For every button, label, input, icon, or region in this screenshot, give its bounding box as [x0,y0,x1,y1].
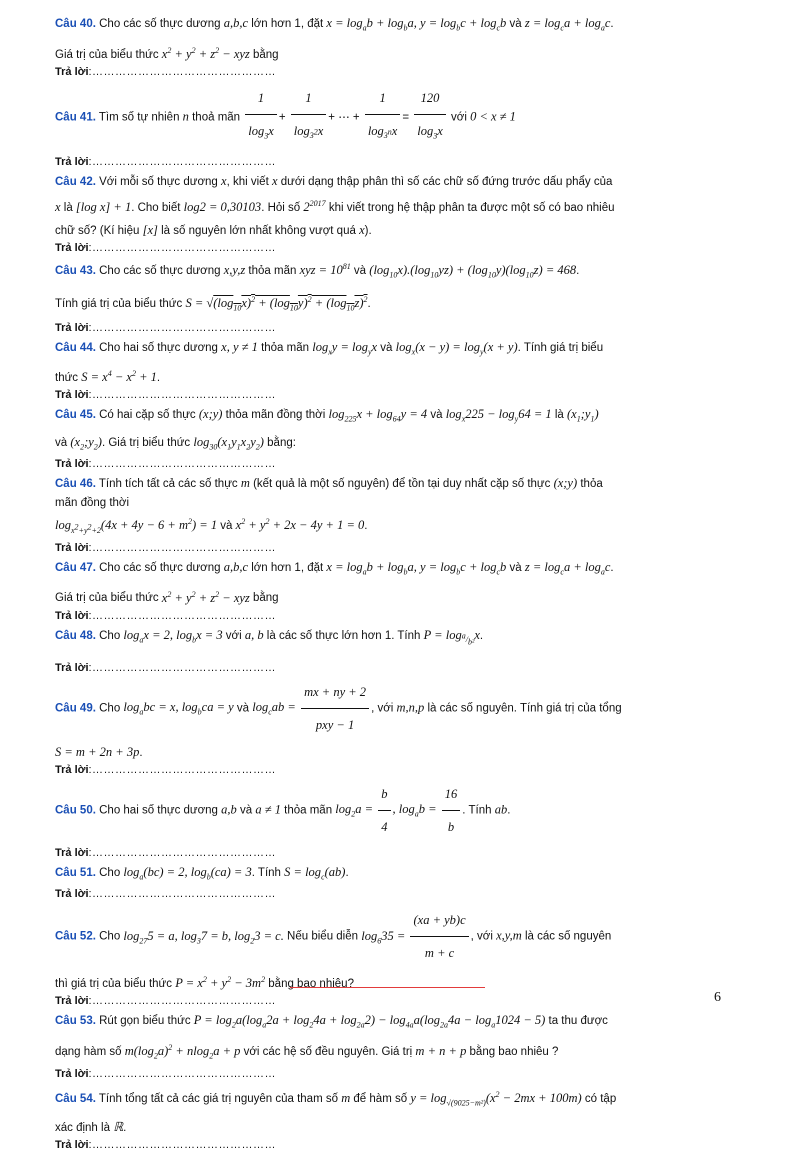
question-44: Câu 44. Cho hai số thực dương x, y ≠ 1 thỏa mãn $\log_xy = \log_yx$ và $\log_x(x - y) = \log_y(x + y)$. Tính giá trị biểu [55,339,604,357]
question-41: Câu 41. Tìm số tự nhiên n thoả mãn $\frac{1}{\log_3x}$ + $\frac{1}{\log_{3^2}x}$ + ⋯ + $\frac{1}{\log_{3^n}x}$ = $\frac{120}{\log_3x}$ với 0 < x ≠ 1 [55,82,725,153]
question-46: Câu 46. Tính tích tất cả các số thực m (kết quả là một số nguyên) để tồn tại duy nhất cặp số thực (x;y) thỏa [55,476,603,491]
answer-line: Trả lời:………………………………………… [55,661,277,674]
question-number: Câu 40. [55,18,96,30]
page-number: 6 [714,990,721,1005]
answer-line: Trả lời:………………………………………… [55,242,277,255]
question-50: Câu 50. Cho hai số thực dương a,b và a ≠ 1 thỏa mãn $\log_2a$ = $\frac{b}{4}$ , $\log_ab$ = $\frac{16}{b}$ . Tính ab. [55,778,725,843]
question-42: Câu 42. Với mỗi số thực dương x, khi viết x dưới dạng thập phân thì số các chữ số đứng trước dấu phẩy của [55,174,613,189]
question-43: Câu 43. Cho các số thực dương x,y,z thỏa mãn xyz = $10^{81}$ và $(\log_{10}x).(\log_{10}yz) + (\log_{10}y)(\log_{10}z) = 468$. [55,262,580,280]
question-48: Câu 48. Cho $\log_ax = 2$, $\log_bx = 3$ với a, b là các số thực lớn hơn 1. Tính $P = \log_{^a/_{b^2}}x$. [55,627,484,647]
question-51: Câu 51. Cho $\log_a(bc) = 2$, $\log_b(ca) = 3$. Tính $S = \log_c(ab)$. [55,864,349,882]
answer-line: Trả lời:………………………………………… [55,156,277,169]
answer-line: Trả lời:………………………………………… [55,541,277,554]
question-54: Câu 54. Tính tổng tất cả các giá trị nguyên của tham số m để hàm số $y = \log_{√(9025-m^2)}(x^2 - 2mx + 100m)$ có tập [55,1089,617,1108]
answer-line: Trả lời:………………………………………… [55,846,277,859]
answer-line: Trả lời:………………………………………… [55,609,277,622]
answer-line: Trả lời:………………………………………… [55,763,277,776]
exercise-page: Câu 40. Cho các số thực dương a,b,c lớn hơn 1, đặt $x = \log_ab + \log_ba$, $y = \log_bc + \log_cb$ và $z = \log_ca + \log_ac$. Giá trị của biểu thức $x^2 + y^2 + z^2$ − xyz bằng Trả lời:………………………………………… Câu 41. Tìm số tự nhiên n thoả mãn $\frac{1}{\log_3x}$ + $\frac{1}{\log_{3^2}x}$ + ⋯ + $\frac{1}{\log_{3^n}x}$ = $\frac{120}{\log_3x}$ với 0 < x ≠ 1 Trả lời:………………………………………… Câu 42. Với mỗi số thực dương x, khi viết x dưới dạng thập phân thì số các chữ số đứng trước dấu phẩy của x là [log x] + 1. Cho biết log2 = 0,30103. Hỏi số $2^{2017}$ khi viết trong hệ thập phân ta được một số có bao nhiêu chữ số? (Kí hiệu [x] là số nguyên lớn nhất không vượt quá x). Trả lời:………………………………………… Câu 43. Cho các số thực dương x,y,z thỏa mãn xyz = $10^{81}$ và $(\log_{10}x).(\log_{10}yz) + (\log_{10}y)(\log_{10}z) = 468$. Tính giá trị của biểu thức $S = √(\log_{10}x)^2 + (\log_{10}y)^2 + (\log_{10}z)^2$. Trả lời:………………………………………… Câu 44. Cho hai số thực dương x, y ≠ 1 thỏa mãn $\log_xy = \log_yx$ và $\log_x(x - y) = \log_y(x + y)$. Tính giá trị biểu thức $S = x^4 - x^2 + 1$. Trả lời:………………………………………… Câu 45. Có hai cặp số thực (x;y) thỏa mãn đồng thời $\log_{225}x + \log_{64}y = 4$ và $\log_x225 - \log_y64 = 1$ là $(x_1;y_1)$ và $(x_2;y_2)$. Giá trị biểu thức $\log_{30}(x_1y_1x_2y_2)$ bằng: Trả lời:………………………………………… Câu 46. Tính tích tất cả các số thực m (kết quả là một số nguyên) để tồn tại duy nhất cặp số thực (x;y) thỏa mãn đồng thời $\log_{x^2+y^2+2}(4x + 4y - 6 + m^2) = 1$ và $x^2 + y^2 + 2x - 4y + 1 = 0$. Trả lời:………………………………………… Câu 47. Cho các số thực dương a,b,c lớn hơn 1, đặt $x = \log_ab + \log_ba$, $y = \log_bc + \log_cb$ và $z = \log_ca + \log_ac$. Giá trị của biểu thức $x^2 + y^2 + z^2$ − xyz bằng Trả lời:………………………………………… Câu 48. Cho $\log_ax = 2$, $\log_bx = 3$ với a, b là các số thực lớn hơn 1. Tính $P = \log_{^a/_{b^2}}x$. Trả lời:………………………………………… Câu 49. Cho $\log_abc = x$, $\log_bca = y$ và $\log_cab$ = $\frac{mx + ny + 2}{\text{pxy − 1}}$ , với m,n,p là các số nguyên. Tính giá trị của tổng S = m + 2n + 3p. Trả lời:………………………………………… Câu 50. Cho hai số thực dương a,b và a ≠ 1 thỏa mãn $\log_2a$ = $\frac{b}{4}$ , $\log_ab$ = $\frac{16}{b}$ . Tính ab. Trả lời:………………………………………… Câu 51. Cho $\log_a(bc) = 2$, $\log_b(ca) = 3$. Tính $S = \log_c(ab)$. Trả lời:………………………………………… Câu 52. Cho $\log_{27}5 = a$, $\log_37 = b$, $\log_23 = c$. Nếu biểu diễn $\log_635$ = $\frac{(xa + yb)c}{m + c}$ , với x,y,m là các số nguyên thì giá trị của biểu thức $P = x^2 + y^2 - 3m^2$ bằng bao nhiêu? Trả lời:………………………………………… Câu 53. Rút gọn biểu thức $P = \log_2a(\log_a2a + \log_24a + \log_{2a}2) - \log_{4a}a(\log_{2a}4a - \log_a1024 - 5)$ ta thu được dạng hàm số $m(\log_2a)^2 + nlog_2a + p$ với các hệ số đều nguyên. Giá trị m + n + p bằng bao nhiêu ? Trả lời:………………………………………… Câu 54. Tính tổng tất cả các giá trị nguyên của tham số m để hàm số $y = \log_{√(9025-m^2)}(x^2 - 2mx + 100m)$ có tập xác định là ℝ. Trả lời:………………………………………… [55,12,725,1153]
question-47: Câu 47. Cho các số thực dương a,b,c lớn hơn 1, đặt $x = \log_ab + \log_ba$, $y = \log_bc + \log_cb$ và $z = \log_ca + \log_ac$. [55,559,614,577]
question-52: Câu 52. Cho $\log_{27}5 = a$, $\log_37 = b$, $\log_23 = c$. Nếu biểu diễn $\log_635$ = $\frac{(xa + yb)c}{m + c}$ , với x,y,m là các số nguyên [55,904,725,969]
footer-divider [290,987,485,988]
question-49: Câu 49. Cho $\log_abc = x$, $\log_bca = y$ và $\log_cab$ = $\frac{mx + ny + 2}{\text{pxy − 1}}$ , với m,n,p là các số nguyên. Tính giá trị của tổng [55,676,725,741]
answer-line: Trả lời:………………………………………… [55,1139,277,1152]
answer-line: Trả lời:………………………………………… [55,995,277,1008]
answer-line: Trả lời:………………………………………… [55,458,277,471]
question-40: Câu 40. Cho các số thực dương a,b,c lớn hơn 1, đặt $x = \log_ab + \log_ba$, $y = \log_bc + \log_cb$ và $z = \log_ca + \log_ac$. [55,16,614,33]
question-45: Câu 45. Có hai cặp số thực (x;y) thỏa mãn đồng thời $\log_{225}x + \log_{64}y = 4$ và $\log_x225 - \log_y64 = 1$ là $(x_1;y_1)$ [55,407,599,424]
answer-line: Trả lời:………………………………………… [55,888,277,901]
question-53: Câu 53. Rút gọn biểu thức $P = \log_2a(\log_a2a + \log_24a + \log_{2a}2) - \log_{4a}a(\log_{2a}4a - \log_a1024 - 5)$ ta thu được [55,1013,608,1030]
answer-line: Trả lời:………………………………………… [55,65,277,78]
answer-line: Trả lời:………………………………………… [55,321,277,334]
answer-line: Trả lời:………………………………………… [55,389,277,402]
answer-line: Trả lời:………………………………………… [55,1067,277,1080]
